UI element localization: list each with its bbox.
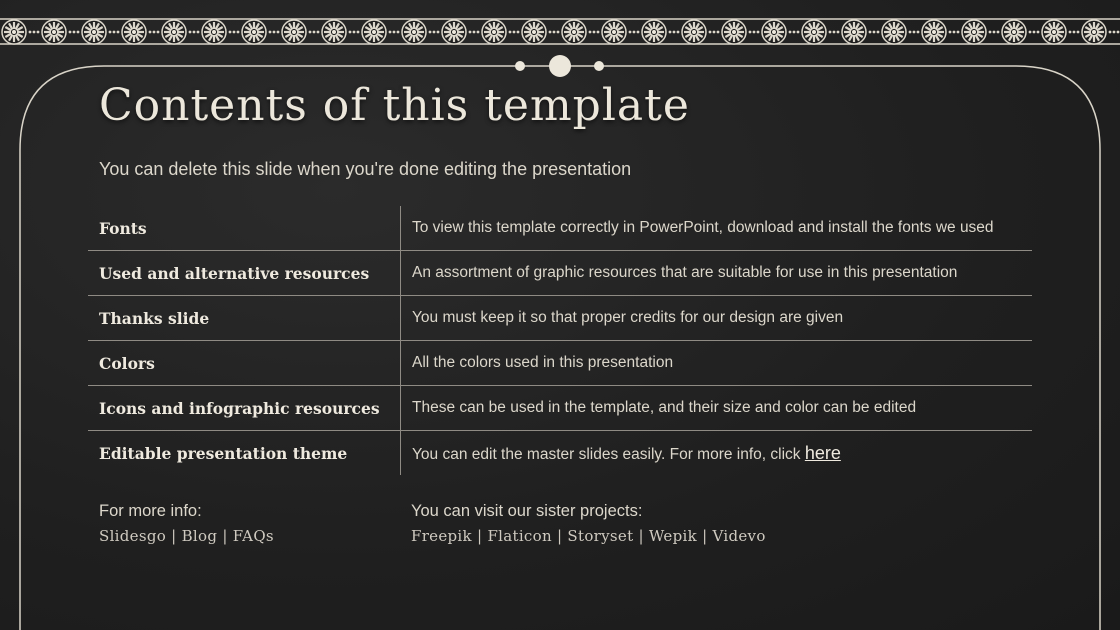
bead-icon — [389, 31, 400, 34]
medallion-icon — [402, 20, 426, 44]
link-separator: | — [222, 527, 228, 545]
bead-icon — [829, 31, 840, 34]
slide-subtitle: You can delete this slide when you're done editing the presentation — [99, 159, 632, 179]
medallion-icon — [322, 20, 346, 44]
bead-icon — [469, 31, 480, 34]
medallion-icon — [122, 20, 146, 44]
medallion-icon — [922, 20, 946, 44]
sister-projects-links — [411, 527, 766, 545]
bead-icon — [749, 31, 760, 34]
medallion-icon — [1042, 20, 1066, 44]
row-name: Used and alternative resources — [88, 251, 401, 296]
contents-table — [88, 206, 1032, 475]
row-name: Fonts — [88, 206, 401, 251]
bead-icon — [909, 31, 920, 34]
bead-icon — [589, 31, 600, 34]
row-description — [401, 431, 1033, 476]
table-row — [88, 341, 1032, 386]
bead-icon — [309, 31, 320, 34]
bead-icon — [789, 31, 800, 34]
bead-icon — [1069, 31, 1080, 34]
medallion-icon — [2, 20, 26, 44]
more-info-label: For more info: — [99, 502, 202, 520]
sister-projects-label: You can visit our sister projects: — [411, 502, 643, 520]
medallion-icon — [482, 20, 506, 44]
flaticon-link[interactable]: Flaticon — [487, 527, 552, 545]
bead-icon — [149, 31, 160, 34]
bead-icon — [509, 31, 520, 34]
row-name: Icons and infographic resources — [88, 386, 401, 431]
medallion-icon — [882, 20, 906, 44]
medallion-icon — [842, 20, 866, 44]
table-row — [88, 206, 1032, 251]
bead-icon — [989, 31, 1000, 34]
row-name: Thanks slide — [88, 296, 401, 341]
bead-icon — [189, 31, 200, 34]
ornament-dot-right-icon — [594, 61, 604, 71]
link-separator: | — [477, 527, 483, 545]
bead-icon — [349, 31, 360, 34]
medallion-icon — [602, 20, 626, 44]
bead-icon — [549, 31, 560, 34]
medallion-icon — [522, 20, 546, 44]
slidesgo-link[interactable]: Slidesgo — [99, 527, 167, 545]
bead-icon — [69, 31, 80, 34]
medallion-icon — [282, 20, 306, 44]
freepik-link[interactable]: Freepik — [411, 527, 472, 545]
bead-icon — [1109, 31, 1120, 34]
ornament-dot-left-icon — [515, 61, 525, 71]
medallion-icon — [42, 20, 66, 44]
bead-icon — [869, 31, 880, 34]
bead-icon — [269, 31, 280, 34]
table-row — [88, 296, 1032, 341]
medallion-icon — [562, 20, 586, 44]
wepik-link[interactable]: Wepik — [648, 527, 697, 545]
row-description: An assortment of graphic resources that are suitable for use in this presentation — [401, 251, 1033, 296]
medallion-icon — [802, 20, 826, 44]
row-description: To view this template correctly in PowerPoint, download and install the fonts we used — [412, 219, 994, 236]
medallion-icon — [962, 20, 986, 44]
storyset-link[interactable]: Storyset — [567, 527, 634, 545]
ornament-dot-center-icon — [549, 55, 571, 77]
link-separator: | — [556, 527, 563, 545]
slide-title: Contents of this template — [99, 80, 690, 131]
link-separator: | — [702, 527, 708, 545]
bead-icon — [229, 31, 240, 34]
table-row — [88, 251, 1032, 296]
table-row — [88, 431, 1032, 476]
row-description: All the colors used in this presentation — [401, 341, 1033, 386]
bead-icon — [429, 31, 440, 34]
bead-icon — [709, 31, 720, 34]
bead-icon — [109, 31, 120, 34]
medallion-icon — [682, 20, 706, 44]
medallion-icon — [82, 20, 106, 44]
medallion-icon — [1002, 20, 1026, 44]
decorative-border-strip — [0, 14, 1120, 48]
row-description: You must keep it so that proper credits for our design are given — [401, 296, 1033, 341]
videvo-link[interactable]: Videvo — [712, 527, 766, 545]
link-separator: | — [171, 527, 177, 545]
medallion-icon — [762, 20, 786, 44]
bead-icon — [669, 31, 680, 34]
row-name: Colors — [88, 341, 401, 386]
table-row — [88, 386, 1032, 431]
blog-link[interactable]: Blog — [181, 527, 218, 545]
medallion-icon — [242, 20, 266, 44]
medallion-icon — [202, 20, 226, 44]
link-separator: | — [638, 527, 644, 545]
bead-icon — [1029, 31, 1040, 34]
medallion-icon — [642, 20, 666, 44]
bead-icon — [29, 31, 40, 34]
row-name: Editable presentation theme — [88, 431, 401, 476]
faqs-link[interactable]: FAQs — [232, 527, 274, 545]
row-description: These can be used in the template, and their size and color can be edited — [401, 386, 1033, 431]
medallion-icon — [1082, 20, 1106, 44]
bead-icon — [949, 31, 960, 34]
row-description-text: You can edit the master slides easily. For more info, click — [412, 445, 805, 463]
more-info-links — [99, 527, 274, 545]
bead-icon — [629, 31, 640, 34]
medallion-icon — [362, 20, 386, 44]
medallion-icon — [442, 20, 466, 44]
medallion-icon — [722, 20, 746, 44]
here-link[interactable]: here — [804, 442, 841, 463]
medallion-icon — [162, 20, 186, 44]
